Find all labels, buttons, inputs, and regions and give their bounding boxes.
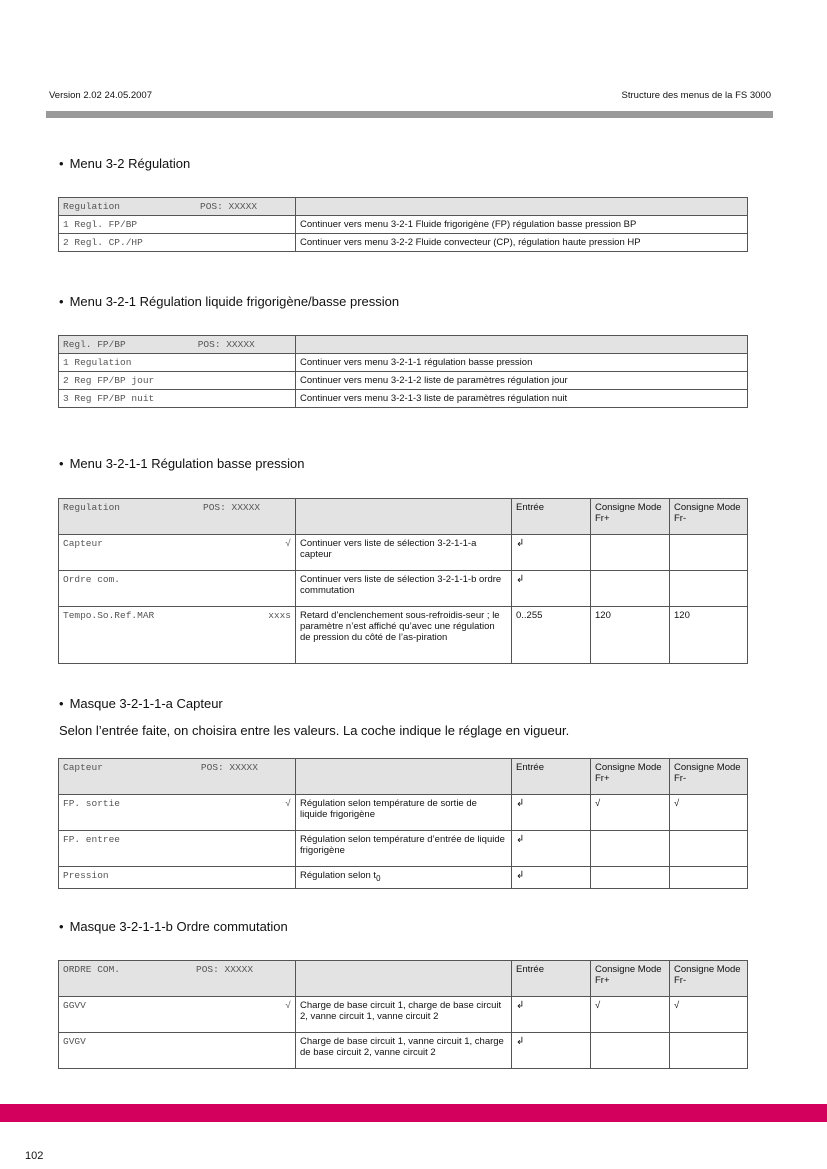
header-title: Structure des menus de la FS 3000 xyxy=(621,90,771,101)
table-row: 1 Regl. FP/BP Continuer vers menu 3-2-1 Fluide frigorigène (FP) régulation basse pression BP xyxy=(59,216,748,234)
table-row: 2 Reg FP/BP jour Continuer vers menu 3-2-1-2 liste de paramètres régulation jour xyxy=(59,372,748,390)
table-row: 2 Regl. CP./HP Continuer vers menu 3-2-2 Fluide convecteur (CP), régulation haute pression HP xyxy=(59,234,748,252)
check-icon: √ xyxy=(670,997,748,1033)
table-row: FP. sortie √ Régulation selon température de sortie de liquide frigorigène ↲ √ √ xyxy=(59,795,748,831)
table-row: 3 Reg FP/BP nuit Continuer vers menu 3-2-1-3 liste de paramètres régulation nuit xyxy=(59,390,748,408)
table-row: Tempo.So.Ref.MAR xxxs Retard d’enclenchement sous-refroidis-seur ; le paramètre n’est affiché qu’avec une régulation de pression du côté de l’as-piration 0..255 120 120 xyxy=(59,607,748,664)
table-header-row xyxy=(59,198,748,216)
table-header-name: Regulation POS: XXXXX xyxy=(59,198,296,216)
table-row: Ordre com. Continuer vers liste de sélection 3-2-1-1-b ordre commutation ↲ xyxy=(59,571,748,607)
header-version: Version 2.02 24.05.2007 xyxy=(49,90,153,101)
table-row: GGVV √ Charge de base circuit 1, charge de base circuit 2, vanne circuit 1, vanne circuit 2 ↲ √ √ xyxy=(59,997,748,1033)
enter-icon: ↲ xyxy=(512,867,591,889)
section-title: • Menu 3-2-1 Régulation liquide frigorigène/basse pression xyxy=(59,294,400,309)
enter-icon: ↲ xyxy=(512,795,591,831)
table-header-row xyxy=(59,336,748,354)
table-row: FP. entree Régulation selon température d’entrée de liquide frigorigène ↲ xyxy=(59,831,748,867)
enter-icon: ↲ xyxy=(512,1033,591,1069)
check-icon: √ xyxy=(285,538,291,549)
enter-icon: ↲ xyxy=(512,571,591,607)
menu-table-3-2 xyxy=(58,197,748,252)
footer-bar xyxy=(0,1104,827,1122)
table-row: Pression Régulation selon $t_0$ ↲ xyxy=(59,867,748,889)
check-icon: √ xyxy=(591,795,670,831)
table-row: 1 Regulation Continuer vers menu 3-2-1-1 régulation basse pression xyxy=(59,354,748,372)
check-icon: √ xyxy=(591,997,670,1033)
enter-icon: ↲ xyxy=(512,997,591,1033)
bullet-icon: • xyxy=(59,156,64,171)
check-icon: √ xyxy=(670,795,748,831)
menu-table-3-2-1-1 xyxy=(58,498,748,664)
section-title: • Menu 3-2-1-1 Régulation basse pression xyxy=(59,456,305,471)
section-title: • Menu 3-2 Régulation xyxy=(59,156,191,171)
section-title: • Masque 3-2-1-1-a Capteur xyxy=(59,696,223,711)
table-header-row: Regulation POS: XXXXX Entrée Consigne Mode Fr+ Consigne Mode Fr- xyxy=(59,499,748,535)
check-icon: √ xyxy=(285,798,291,809)
table-row: GVGV Charge de base circuit 1, vanne circuit 1, charge de base circuit 2, vanne circuit 2 ↲ xyxy=(59,1033,748,1069)
bullet-icon: • xyxy=(59,456,64,471)
table-header-row: ORDRE COM. POS: XXXXX Entrée Consigne Mode Fr+ Consigne Mode Fr- xyxy=(59,961,748,997)
menu-table-3-2-1 xyxy=(58,335,748,408)
mask-table-ordre xyxy=(58,960,748,1069)
bullet-icon: • xyxy=(59,294,64,309)
table-row: Capteur √ Continuer vers liste de sélection 3-2-1-1-a capteur ↲ xyxy=(59,535,748,571)
bullet-icon: • xyxy=(59,919,64,934)
bullet-icon: • xyxy=(59,696,64,711)
intro-text: Selon l’entrée faite, on choisira entre les valeurs. La coche indique le réglage en vigueur. xyxy=(59,723,570,738)
enter-icon: ↲ xyxy=(512,535,591,571)
table-header-name: Regl. FP/BP POS: XXXXX xyxy=(59,336,296,354)
section-title: • Masque 3-2-1-1-b Ordre commutation xyxy=(59,919,288,934)
header-divider xyxy=(46,111,773,118)
enter-icon: ↲ xyxy=(512,831,591,867)
table-header-row: Capteur POS: XXXXX Entrée Consigne Mode Fr+ Consigne Mode Fr- xyxy=(59,759,748,795)
mask-table-capteur xyxy=(58,758,748,889)
check-icon: √ xyxy=(285,1000,291,1011)
page-number: 102 xyxy=(25,1150,44,1162)
